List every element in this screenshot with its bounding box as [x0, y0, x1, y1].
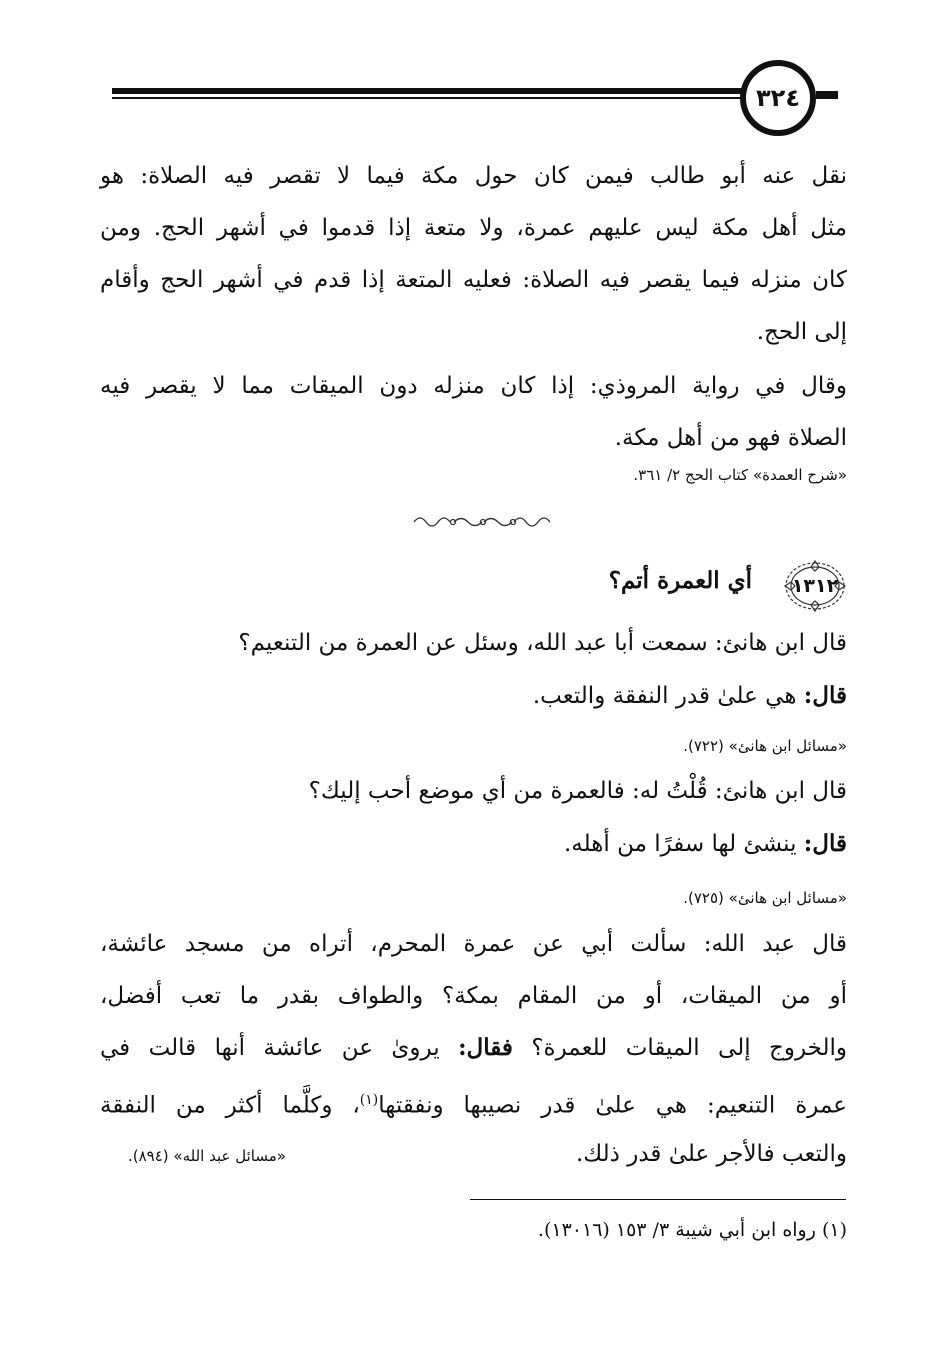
- source-citation: «مسائل ابن هانئ» (٧٢٥).: [683, 889, 847, 907]
- header-rule: [112, 86, 748, 102]
- footnote: (١) رواه ابن أبي شيبة ٣/ ١٥٣ (١٣٠١٦).: [537, 1219, 847, 1241]
- question-heading-row: [100, 555, 847, 617]
- source-citation: «مسائل ابن هانئ» (٧٢٢).: [683, 737, 847, 755]
- question-number: ١٣١٢: [791, 575, 839, 597]
- question-title: أي العمرة أتم؟: [608, 567, 752, 594]
- passage-abu-talib: [100, 150, 847, 358]
- text-line: [100, 1074, 847, 1126]
- text-line: الصلاة فهو من أهل مكة.: [614, 425, 847, 451]
- answer-label: قال:: [803, 682, 847, 709]
- exchange-2-intro: قال ابن هانئ: قُلْتُ له: فالعمرة من أي موضع أحب إليك؟: [308, 778, 847, 804]
- text-line: [100, 1022, 847, 1074]
- question-number-badge: [783, 559, 847, 613]
- answer-text: هي علىٰ قدر النفقة والتعب.: [532, 683, 797, 709]
- footnote-rule: [470, 1199, 846, 1200]
- text-line: إلى الحج.: [756, 319, 847, 345]
- text-segment: ، وكلَّما أكثر من النفقة: [100, 1092, 360, 1119]
- text-line: كان منزله فيما يقصر فيه الصلاة: فعليه المتعة إذا قدم في أشهر الحج وأقام: [100, 267, 847, 293]
- text-line: مثل أهل مكة ليس عليهم عمرة، ولا متعة إذا قدموا في أشهر الحج. ومن: [100, 215, 847, 241]
- page-number: ٣٢٤: [740, 60, 816, 136]
- text-line: وقال في رواية المروذي: إذا كان منزله دون الميقات مما لا يقصر فيه: [100, 373, 847, 399]
- exchange-2-answer: [564, 830, 847, 857]
- answer-text: ينشئ لها سفرًا من أهله.: [563, 831, 797, 857]
- source-citation: «شرح العمدة» كتاب الحج ٢/ ٣٦١.: [633, 466, 847, 484]
- text-segment: عمرة التنعيم: هي علىٰ قدر نصيبها ونفقتها: [378, 1092, 847, 1119]
- header-rule-tail: [816, 91, 838, 99]
- answer-label: قال:: [803, 830, 847, 857]
- text-line: قال عبد الله: سألت أبي عن عمرة المحرم، أتراه من مسجد عائشة،: [100, 931, 847, 957]
- text-segment: يروىٰ عن عائشة أنها قالت في: [100, 1035, 440, 1061]
- passage-marwadhi: [100, 360, 847, 464]
- text-line: والتعب فالأجر علىٰ قدر ذلك.: [575, 1141, 847, 1167]
- footnote-marker: (١): [359, 1092, 379, 1108]
- text-line: أو من الميقات، أو من المقام بمكة؟ والطواف بقدر ما تعب أفضل،: [100, 983, 847, 1009]
- answer-label: فقال:: [458, 1034, 513, 1061]
- passage-abdullah: [100, 918, 847, 1126]
- exchange-1-intro: قال ابن هانئ: سمعت أبا عبد الله، وسئل عن العمرة من التنعيم؟: [238, 630, 847, 656]
- source-citation: «مسائل عبد الله» (٨٩٤).: [128, 1147, 286, 1165]
- ornament-divider-icon: [410, 511, 556, 533]
- text-segment: والخروج إلى الميقات للعمرة؟: [531, 1035, 848, 1061]
- text-line: نقل عنه أبو طالب فيمن كان حول مكة فيما لا تقصر فيه الصلاة: هو: [100, 163, 847, 189]
- exchange-1-answer: [533, 682, 847, 709]
